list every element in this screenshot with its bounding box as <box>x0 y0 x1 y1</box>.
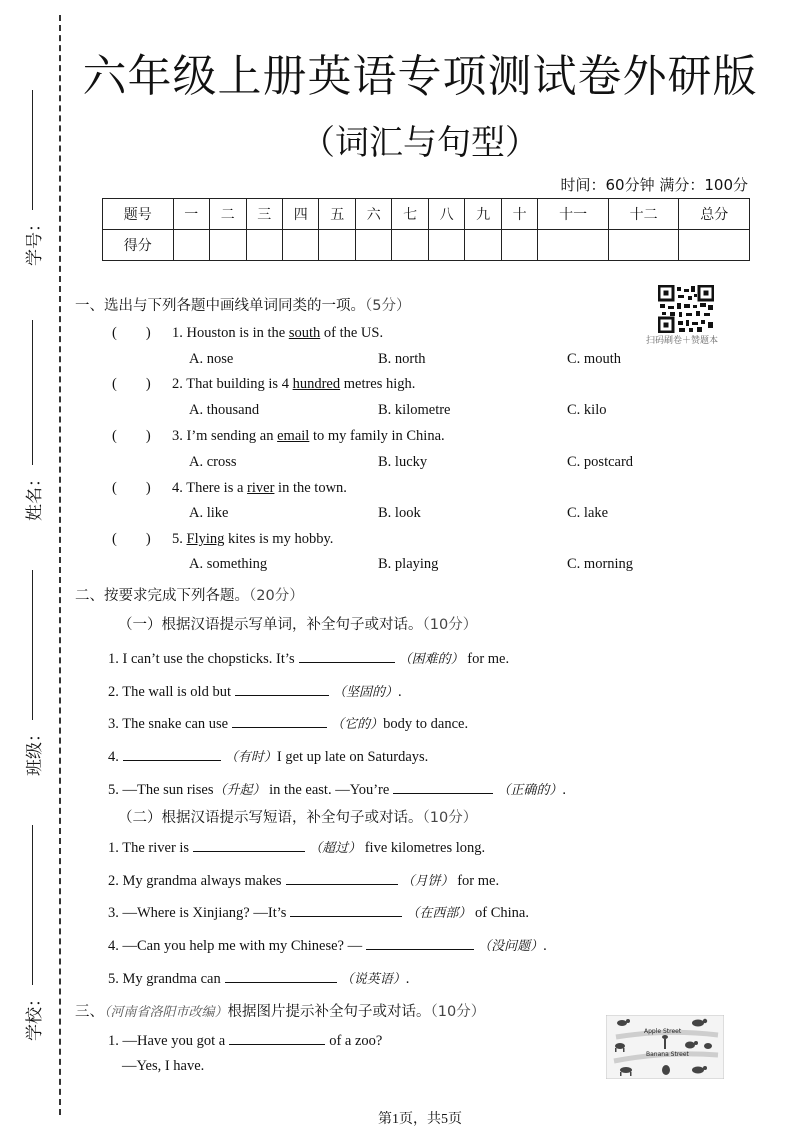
question-text-post: metres high. <box>340 376 416 392</box>
class-line[interactable] <box>32 570 33 720</box>
question-text-pre: There is a <box>186 480 248 496</box>
option-a[interactable]: A. nose <box>189 351 234 367</box>
chinese-hint: （它的） <box>331 717 384 732</box>
score-header-cell: 十二 <box>608 199 679 230</box>
score-table <box>102 198 750 261</box>
score-cell[interactable] <box>282 230 318 261</box>
question-text-pre: That building is 4 <box>186 376 293 392</box>
score-cell[interactable] <box>210 230 246 261</box>
qr-code-icon <box>658 285 714 333</box>
map-label-apple-street: Apple Street <box>644 1028 682 1035</box>
answer-blank[interactable] <box>299 648 395 663</box>
score-header-cell: 四 <box>282 199 318 230</box>
fill-text-pre: 1. —Have you got a <box>108 1033 226 1049</box>
underlined-word: Flying <box>186 531 225 547</box>
fill-text-pre: 4. <box>108 749 119 765</box>
chinese-hint: （困难的） <box>398 652 464 667</box>
part1-points: （10分） <box>422 617 478 633</box>
answer-blank[interactable] <box>225 968 337 983</box>
score-cell[interactable] <box>608 230 679 261</box>
score-header-cell: 五 <box>319 199 355 230</box>
answer-paren[interactable]: ( ) <box>112 531 151 547</box>
student-name-field[interactable] <box>15 320 49 521</box>
student-name-line[interactable] <box>32 320 33 465</box>
fill-question-1 <box>108 648 509 668</box>
question-number: 4. <box>172 480 183 496</box>
picture-question-1 <box>108 1030 382 1050</box>
school-label: 学校： <box>24 990 45 1041</box>
score-header-cell: 三 <box>246 199 282 230</box>
question-text-post: in the town. <box>274 480 347 496</box>
underlined-word: river <box>247 480 275 496</box>
question-text-pre: Houston is in the <box>186 325 289 341</box>
option-c[interactable]: C. lake <box>567 505 609 521</box>
option-b[interactable]: B. kilometre <box>378 402 451 418</box>
question-number: 3. <box>172 428 183 444</box>
answer-blank[interactable] <box>286 870 398 885</box>
underlined-word: hundred <box>292 376 341 392</box>
score-header-cell: 七 <box>392 199 428 230</box>
fill-text-pre: 2. The wall is old but <box>108 684 231 700</box>
score-header-cell: 二 <box>210 199 246 230</box>
section2-points: （20分） <box>249 588 304 604</box>
page-title: 六年级上册英语专项测试卷外研版 <box>82 51 758 102</box>
mcq-question-4 <box>172 480 347 497</box>
answer-blank[interactable] <box>232 713 327 728</box>
mcq-question-3 <box>172 428 445 445</box>
answer-blank[interactable] <box>235 681 329 696</box>
answer-blank[interactable] <box>123 746 221 761</box>
zoo-map-image <box>606 1015 724 1079</box>
score-row-label: 得分 <box>103 230 174 261</box>
fill-text-post: I get up late on Saturdays. <box>276 749 429 765</box>
mcq-question-2 <box>172 376 415 393</box>
phrase-question-1 <box>108 837 485 857</box>
phrase-question-4 <box>108 935 547 955</box>
score-header-cell: 十一 <box>538 199 609 230</box>
mcq-question-1 <box>172 325 383 342</box>
option-c[interactable]: C. mouth <box>567 351 621 367</box>
class-label: 班级： <box>24 725 45 776</box>
student-number-label: 学号： <box>24 215 45 266</box>
score-cell[interactable] <box>246 230 282 261</box>
fill-text-post: five kilometres long. <box>364 840 486 856</box>
section2-heading-text: 二、按要求完成下列各题。 <box>75 588 249 604</box>
fill-question-3 <box>108 713 468 733</box>
fill-text-pre: 3. The snake can use <box>108 716 229 732</box>
chinese-hint: （升起） <box>213 783 266 798</box>
chinese-hint: （没问题） <box>478 939 544 954</box>
part2-points: （10分） <box>422 810 478 826</box>
section2-part2-heading <box>118 806 477 827</box>
score-header-cell: 八 <box>428 199 464 230</box>
fill-text-pre: 1. I can’t use the chopsticks. It’s <box>108 651 295 667</box>
section1-points: （5分） <box>365 298 411 314</box>
answer-blank[interactable] <box>393 779 493 794</box>
option-b[interactable]: B. playing <box>378 556 439 572</box>
option-a[interactable]: A. cross <box>189 454 237 470</box>
fill-text-post: for me. <box>457 873 500 889</box>
score-cell[interactable] <box>173 230 209 261</box>
fill-text-pre: 1. The river is <box>108 840 190 856</box>
total-score-cell[interactable] <box>679 230 750 261</box>
option-b[interactable]: B. lucky <box>378 454 428 470</box>
phrase-question-5 <box>108 968 409 988</box>
answer-blank[interactable] <box>366 935 474 950</box>
question-number: 5. <box>172 531 183 547</box>
chinese-hint: （超过） <box>309 841 362 856</box>
fill-question-5 <box>108 779 566 799</box>
exam-meta: 时间：60分钟 满分：100分 <box>560 176 748 194</box>
question-number: 1. <box>172 325 183 341</box>
section3-points: （10分） <box>430 1004 486 1020</box>
binding-dashed-line <box>59 15 61 1115</box>
chinese-hint: （月饼） <box>401 874 454 889</box>
qr-caption: 扫码刷卷＋赞题本 <box>646 336 719 346</box>
score-header-cell: 十 <box>501 199 537 230</box>
map-label-banana-street: Banana Street <box>646 1051 689 1058</box>
score-cell[interactable] <box>392 230 428 261</box>
option-b[interactable]: B. north <box>378 351 426 367</box>
score-header-cell: 一 <box>173 199 209 230</box>
score-cell[interactable] <box>465 230 501 261</box>
score-cell[interactable] <box>428 230 464 261</box>
answer-paren[interactable]: ( ) <box>112 325 151 341</box>
section3-source: （河南省洛阳市改编） <box>104 1005 228 1020</box>
fill-text-pre: 5. —The sun rises <box>108 782 214 798</box>
option-a[interactable]: A. like <box>189 505 229 521</box>
question-text-post: to my family in China. <box>309 428 445 444</box>
section3-prefix: 三、 <box>75 1004 104 1020</box>
option-c[interactable]: C. postcard <box>567 454 634 470</box>
page-footer: 第1页，共5页 <box>378 1112 462 1127</box>
fill-question-4 <box>108 746 428 766</box>
option-a[interactable]: A. thousand <box>189 402 260 418</box>
part1-heading-text: （一）根据汉语提示写单词，补全句子或对话。 <box>118 617 423 633</box>
chinese-hint: （在西部） <box>406 906 472 921</box>
chinese-hint: （坚固的） <box>332 685 398 700</box>
fill-text-pre: 3. —Where is Xinjiang? —It’s <box>108 905 287 921</box>
section2-part1-heading <box>118 613 477 634</box>
option-a[interactable]: A. something <box>189 556 268 572</box>
fill-text-pre: 2. My grandma always makes <box>108 873 282 889</box>
section3-heading-text: 根据图片提示补全句子或对话。 <box>227 1004 431 1020</box>
phrase-question-3 <box>108 902 529 922</box>
fill-text-pre: 5. My grandma can <box>108 971 221 987</box>
option-b[interactable]: B. look <box>378 505 421 521</box>
page-subtitle: （词汇与句型） <box>301 123 539 163</box>
answer-blank[interactable] <box>193 837 305 852</box>
answer-blank[interactable] <box>229 1030 325 1045</box>
mcq-question-5 <box>172 531 333 548</box>
question-text-post: of the US. <box>320 325 384 341</box>
fill-text-post: of China. <box>475 905 529 921</box>
score-header-cell: 总分 <box>679 199 750 230</box>
fill-text-pre: 4. —Can you help me with my Chinese? — <box>108 938 363 954</box>
fill-text-post: . <box>398 684 402 700</box>
answer-paren[interactable]: ( ) <box>112 376 151 392</box>
section2-heading <box>75 584 304 605</box>
school-field[interactable] <box>15 825 49 1041</box>
fill-text-mid: in the east. —You’re <box>269 782 390 798</box>
fill-text-post: of a zoo? <box>329 1033 383 1049</box>
score-header-cell: 题号 <box>103 199 174 230</box>
chinese-hint: （有时） <box>224 750 277 765</box>
score-cell[interactable] <box>538 230 609 261</box>
student-name-label: 姓名： <box>24 470 45 521</box>
score-cell[interactable] <box>501 230 537 261</box>
answer-blank[interactable] <box>290 902 402 917</box>
question-text-pre: I’m sending an <box>186 428 278 444</box>
fill-text-post: . <box>405 971 410 987</box>
fill-text-post: body to dance. <box>383 716 469 732</box>
question-text-post: kites is my hobby. <box>224 531 334 547</box>
class-field[interactable] <box>15 570 49 776</box>
fill-question-2 <box>108 681 402 701</box>
score-table-header-row <box>103 199 750 230</box>
section1-heading-text: 一、选出与下列各题中画线单词同类的一项。 <box>75 298 365 314</box>
score-cell[interactable] <box>355 230 391 261</box>
score-header-cell: 九 <box>465 199 501 230</box>
score-header-cell: 六 <box>355 199 391 230</box>
section1-heading <box>75 294 410 315</box>
option-c[interactable]: C. morning <box>567 556 634 572</box>
chinese-hint: （说英语） <box>340 972 406 987</box>
answer-paren[interactable]: ( ) <box>112 428 151 444</box>
score-table-score-row <box>103 230 750 261</box>
chinese-hint: （正确的） <box>497 783 563 798</box>
score-cell[interactable] <box>319 230 355 261</box>
section3-heading <box>75 1000 485 1021</box>
picture-question-1-reply: —Yes, I have. <box>122 1058 205 1074</box>
fill-text-post: . <box>562 782 566 798</box>
underlined-word: south <box>288 325 321 341</box>
answer-paren[interactable]: ( ) <box>112 480 151 496</box>
option-c[interactable]: C. kilo <box>567 402 607 418</box>
part2-heading-text: （二）根据汉语提示写短语，补全句子或对话。 <box>118 810 423 826</box>
question-number: 2. <box>172 376 183 392</box>
fill-text-post: for me. <box>467 651 510 667</box>
underlined-word: email <box>277 428 310 444</box>
fill-text-post: . <box>543 938 547 954</box>
school-line[interactable] <box>32 825 33 985</box>
phrase-question-2 <box>108 870 499 890</box>
